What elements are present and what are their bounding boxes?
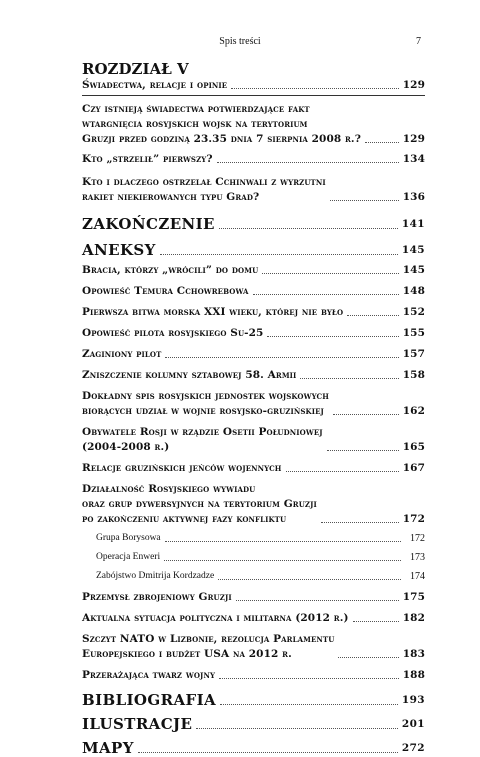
- entry-page: 193: [401, 694, 425, 706]
- entry-label: Kto „strzelił” pierwszy?: [82, 153, 213, 165]
- toc-entry: [82, 347, 425, 362]
- dot-leader: [267, 336, 398, 337]
- toc-entry: [82, 305, 425, 320]
- chapter-number: ROZDZIAŁ V: [82, 60, 189, 78]
- dot-leader: [347, 315, 399, 316]
- toc-entry: [82, 389, 425, 419]
- entry-label: Przerażająca twarz wojny: [82, 669, 216, 681]
- entry-label-line: oraz grup dywersyjnych na terytorium Gruzji: [82, 498, 317, 510]
- toc-entry: [82, 102, 425, 147]
- entry-label: [82, 102, 361, 147]
- entry-page: 152: [402, 306, 425, 318]
- running-title: Spis treści: [219, 36, 261, 47]
- dot-leader: [219, 678, 399, 679]
- toc-entry: [82, 263, 425, 278]
- entry-label-line: rakiet niekierowanych typu Grad?: [82, 191, 260, 203]
- toc-entry-section: [82, 691, 425, 709]
- chapter-title-block: [82, 78, 425, 96]
- entry-label: ZAKOŃCZENIE: [82, 215, 215, 233]
- dot-leader: [219, 228, 398, 229]
- entry-label: [82, 175, 326, 205]
- toc-entry: [82, 590, 425, 605]
- toc-entry: [82, 175, 425, 205]
- toc-entry: [82, 326, 425, 341]
- toc-entry: [82, 461, 425, 476]
- entry-label: Relacje gruzińskich jeńców wojennych: [82, 462, 282, 474]
- entry-label: Operacja Enweri: [96, 552, 161, 562]
- entry-label: Zaginiony pilot: [82, 348, 162, 360]
- entry-page: 134: [402, 153, 425, 165]
- entry-label-line: Obywatele Rosji w rządzie Osetii Południowej: [82, 426, 323, 438]
- entry-page: 167: [402, 462, 425, 474]
- entry-label: [82, 389, 329, 419]
- entry-page: 175: [402, 591, 425, 603]
- entry-page: 173: [410, 552, 425, 563]
- entry-page: 165: [402, 441, 425, 453]
- entry-label-line: biorących udział w wojnie rosyjsko-gruzińskiej: [82, 405, 324, 417]
- entry-label: Bracia, którzy „wrócili” do domu: [82, 264, 259, 276]
- entry-page: 182: [402, 612, 425, 624]
- entry-page: 157: [402, 348, 425, 360]
- page-number: 7: [416, 36, 421, 47]
- entry-page: 162: [402, 405, 425, 417]
- entry-label: Aktualna sytuacja polityczna i militarna (2012 r.): [82, 612, 349, 624]
- entry-page: 158: [402, 369, 425, 381]
- dot-leader: [286, 471, 399, 472]
- entry-page: 188: [402, 669, 425, 681]
- entry-label: Pierwsza bitwa morska XXI wieku, której nie było: [82, 306, 344, 318]
- toc-entry-section: [82, 739, 425, 757]
- dot-leader: [231, 88, 399, 89]
- dot-leader: [300, 378, 398, 379]
- entry-page: 145: [402, 264, 425, 276]
- entry-label-line: Szczyt NATO w Lizbonie, rezolucja Parlamentu: [82, 633, 335, 645]
- entry-label: ANEKSY: [82, 241, 156, 259]
- toc-entry: [82, 368, 425, 383]
- dot-leader: [217, 162, 399, 163]
- dot-leader: [262, 273, 399, 274]
- dot-leader: [236, 600, 399, 601]
- entry-label-line: Gruzji przed godziną 23.35 dnia 7 sierpnia 2008 r.?: [82, 133, 361, 145]
- entry-label: [82, 632, 334, 662]
- entry-page: 172: [410, 533, 425, 544]
- dot-leader: [333, 414, 399, 415]
- entry-label-line: wtargnięcia rosyjskich wojsk na terytorium: [82, 118, 308, 130]
- entry-label-line: Czy istnieją świadectwa potwierdzające fakt: [82, 103, 310, 115]
- toc-entry-section: [82, 715, 425, 733]
- entry-page: 183: [402, 648, 425, 660]
- entry-label: Opowieść pilota rosyjskiego Su-25: [82, 327, 264, 339]
- dot-leader: [218, 579, 401, 580]
- dot-leader: [327, 450, 399, 451]
- toc-subentry: [82, 531, 425, 546]
- entry-page: 129: [402, 133, 425, 145]
- entry-label: [82, 425, 323, 455]
- dot-leader: [138, 752, 398, 753]
- entry-label: Opowieść Temura Cchowrebowa: [82, 285, 249, 297]
- toc-subentry: [82, 569, 425, 584]
- entry-label: Przemysł zbrojeniowy Gruzji: [82, 591, 232, 603]
- toc-subentry: [82, 550, 425, 565]
- entry-label-line: Działalność Rosyjskiego wywiadu: [82, 483, 256, 495]
- entry-label-line: Dokładny spis rosyjskich jednostek wojskowych: [82, 390, 329, 402]
- entry-label-line: po zakończeniu aktywnej fazy konfliktu: [82, 513, 287, 525]
- toc-entry: [82, 284, 425, 299]
- running-head: [0, 36, 480, 50]
- entry-page: 272: [401, 742, 425, 754]
- dot-leader: [321, 522, 399, 523]
- dot-leader: [330, 200, 399, 201]
- entry-page: 136: [402, 191, 425, 203]
- entry-page: 129: [402, 79, 425, 91]
- table-of-contents: [82, 60, 425, 757]
- entry-label: Zabójstwo Dmitrija Kordzadze: [96, 571, 215, 581]
- toc-entry: [82, 668, 425, 683]
- toc-entry-section: [82, 241, 425, 259]
- entry-page: 148: [402, 285, 425, 297]
- entry-label: Zniszczenie kolumny sztabowej 58. Armii: [82, 369, 297, 381]
- dot-leader: [353, 621, 399, 622]
- entry-page: 201: [401, 718, 425, 730]
- entry-label: Grupa Borysowa: [96, 533, 161, 543]
- dot-leader: [338, 657, 398, 658]
- entry-label-line: (2004-2008 r.): [82, 441, 170, 453]
- toc-entry: [82, 482, 425, 527]
- entry-label: BIBLIOGRAFIA: [82, 691, 217, 709]
- dot-leader: [164, 560, 401, 561]
- dot-leader: [253, 294, 399, 295]
- toc-entry: [82, 425, 425, 455]
- toc-entry-section: [82, 215, 425, 233]
- entry-page: 172: [402, 513, 425, 525]
- entry-page: 141: [401, 218, 425, 230]
- entry-label: MAPY: [82, 739, 134, 757]
- entry-label: ILUSTRACJE: [82, 715, 193, 733]
- toc-entry: [82, 152, 425, 167]
- dot-leader: [365, 142, 399, 143]
- entry-label-line: Europejskiego i budżet USA na 2012 r.: [82, 648, 292, 660]
- dot-leader: [165, 541, 401, 542]
- dot-leader: [220, 704, 398, 705]
- entry-label: Świadectwa, relacje i opinie: [82, 79, 228, 91]
- entry-page: 155: [402, 327, 425, 339]
- toc-entry: [82, 611, 425, 626]
- dot-leader: [160, 254, 398, 255]
- entry-label-line: Kto i dlaczego ostrzelał Cchinwali z wyrzutni: [82, 176, 326, 188]
- toc-entry-chapter-title: [82, 78, 425, 93]
- toc-entry: [82, 632, 425, 662]
- dot-leader: [165, 357, 398, 358]
- entry-page: 145: [401, 244, 425, 256]
- dot-leader: [196, 728, 397, 729]
- entry-label: [82, 482, 317, 527]
- entry-page: 174: [410, 571, 425, 582]
